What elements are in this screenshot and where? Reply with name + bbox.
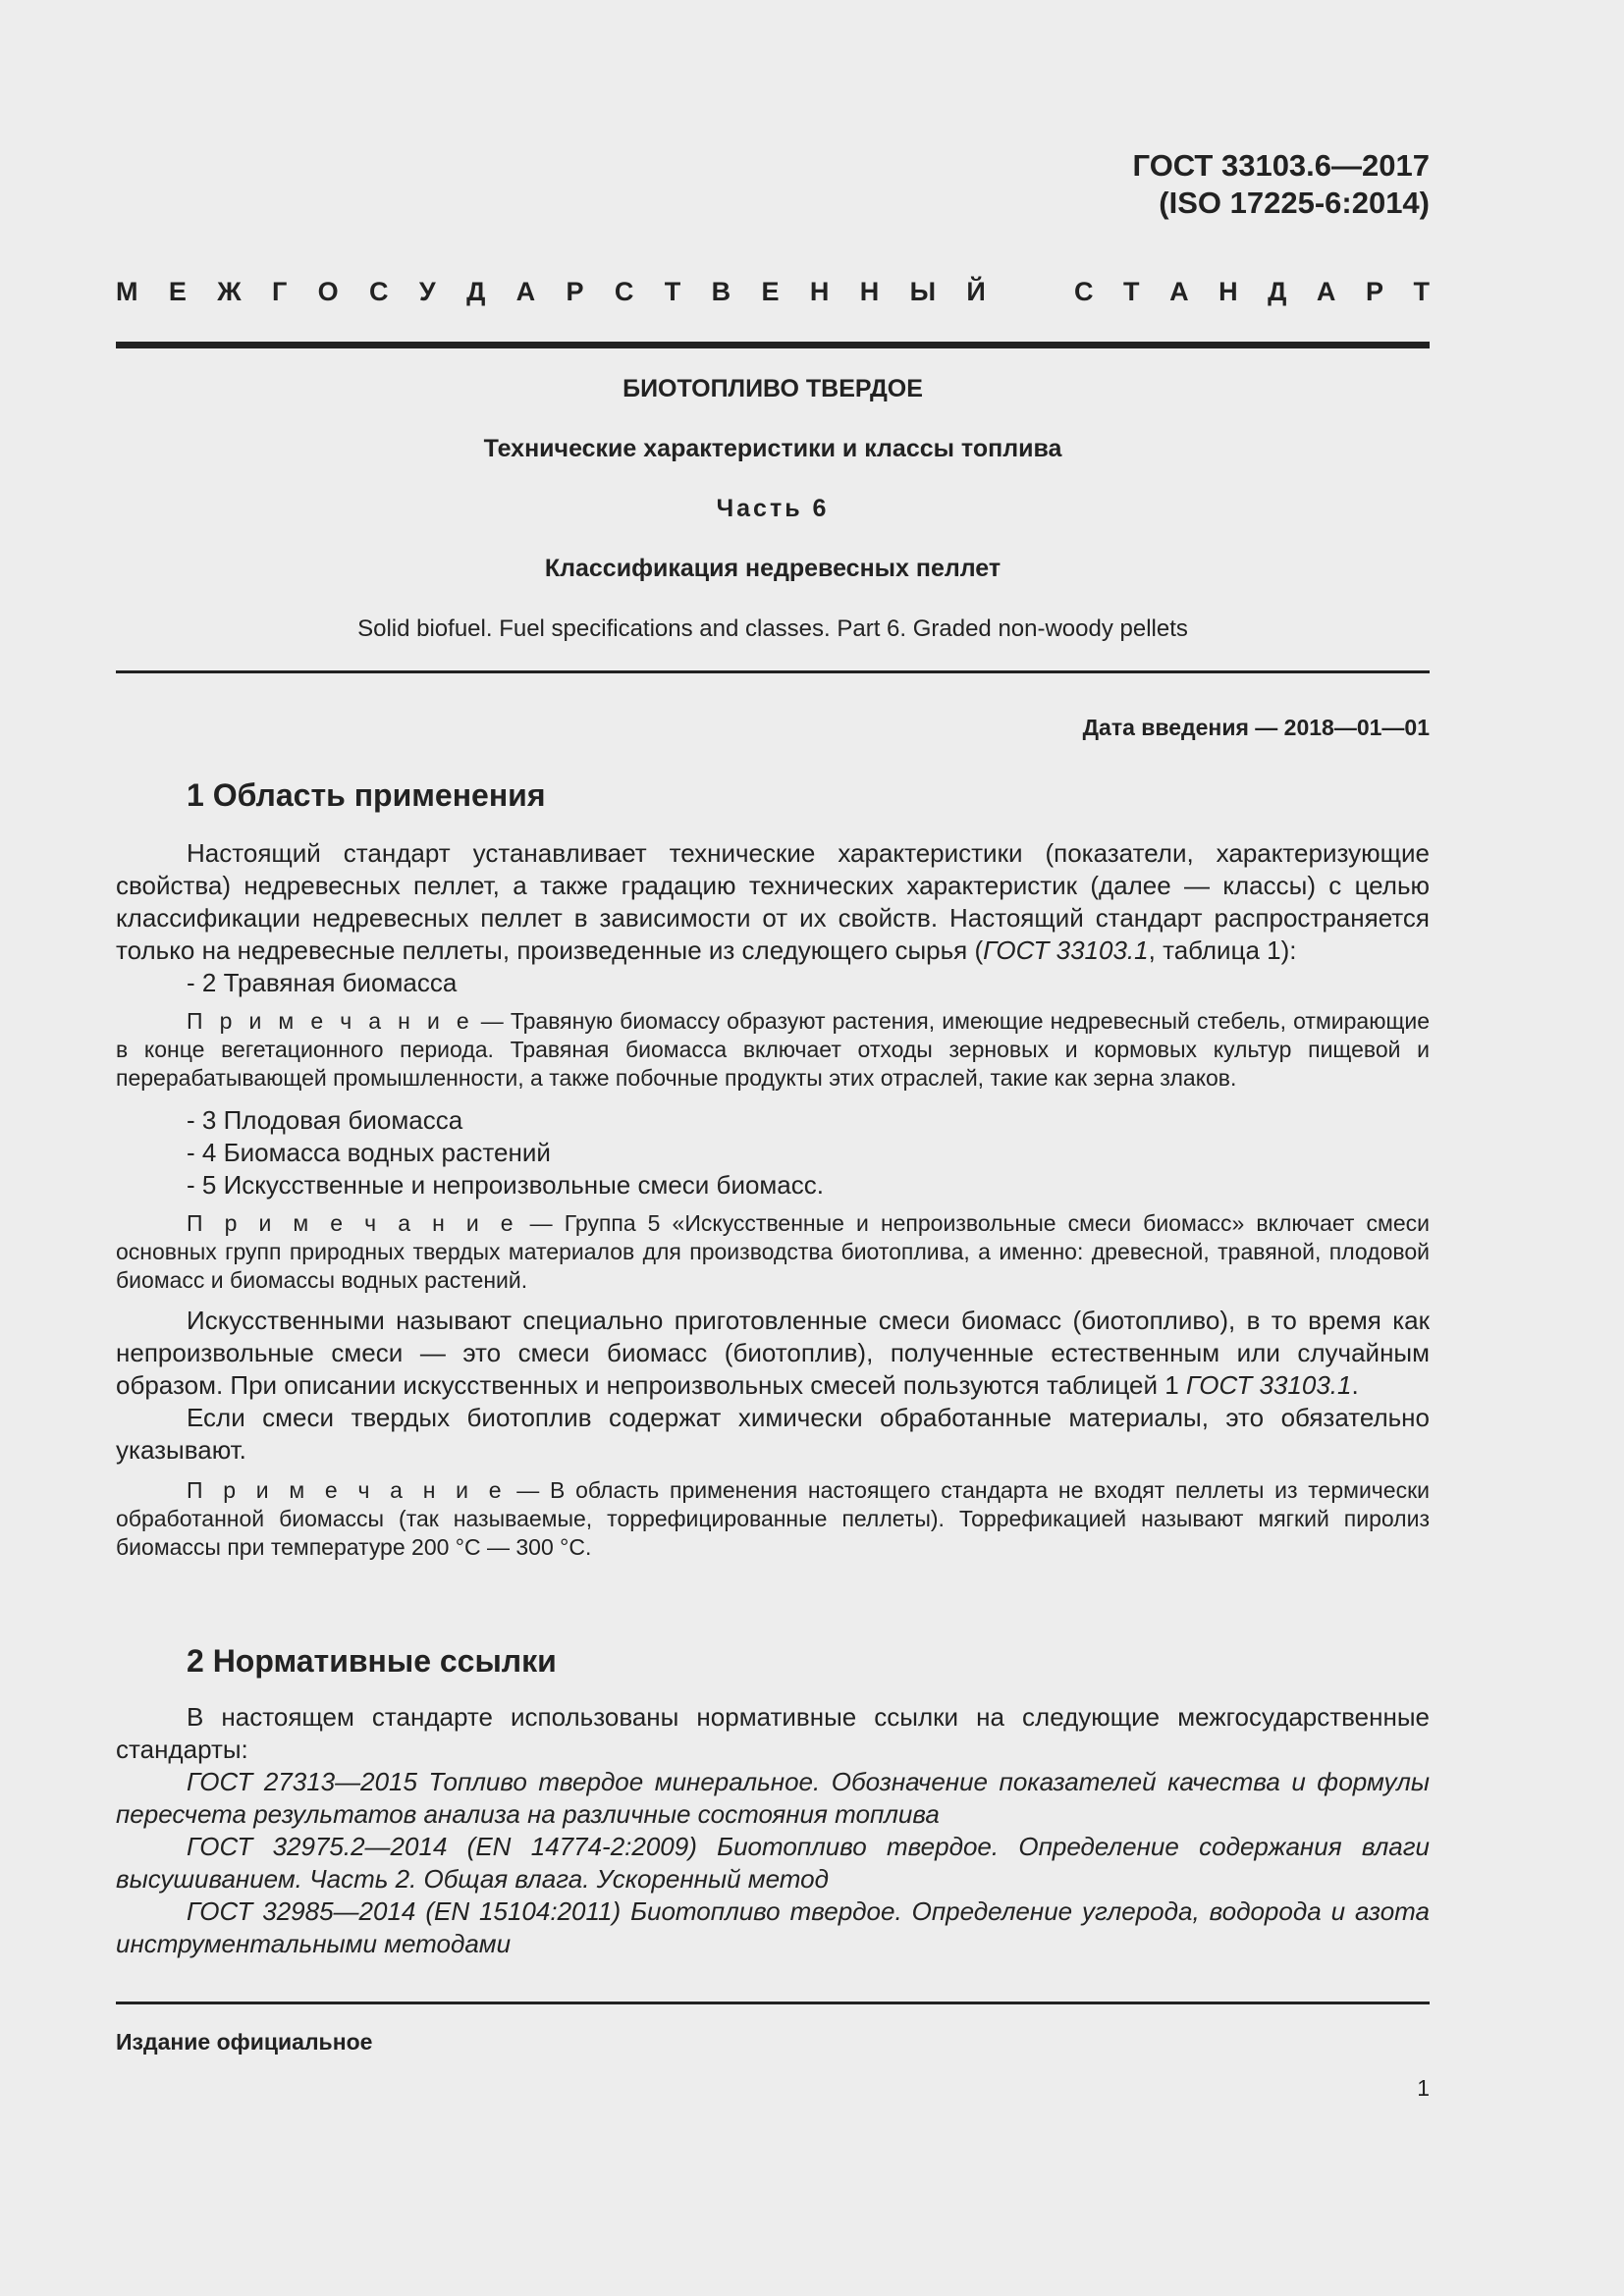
page-number: 1 xyxy=(1417,2075,1430,2101)
document-part: Часть 6 xyxy=(716,495,830,522)
list-item: - 4 Биомасса водных растений xyxy=(187,1138,551,1167)
section-2-paragraph-1: В настоящем стандарте использованы нормативные ссылки на следующие межгосударственные стандарты: xyxy=(116,1702,1430,1764)
section-2-body xyxy=(116,1701,1430,1960)
introduction-date: Дата введения — 2018—01—01 xyxy=(1082,715,1430,740)
section-2-heading: 2 Нормативные ссылки xyxy=(187,1643,557,1679)
iso-number: (ISO 17225-6:2014) xyxy=(1159,186,1430,220)
note-2: П р и м е ч а н и е — Группа 5 «Искусственные и непроизвольные смеси биомасс» включает смеси основных групп природных твердых материалов для производства биотоплива, а именно: древесной, травяной, плодовой биомасс и биомассы водных растений. xyxy=(116,1210,1430,1293)
section-1-heading: 1 Область применения xyxy=(187,777,546,813)
list-item: - 2 Травяная биомасса xyxy=(187,968,458,997)
header-divider xyxy=(116,342,1430,348)
document-part-title: Классификация недревесных пеллет xyxy=(544,555,1001,582)
note-1: П р и м е ч а н и е — Травяную биомассу образуют растения, имеющие недревесный стебель, отмирающие в конце вегетационного периода. Травяная биомасса включает отходы зерновых и кормовых культур пищевой и перерабатывающей промышленности, а также побочные продукты этих отраслей, такие как зерна злаков. xyxy=(116,1008,1431,1091)
section-1-body xyxy=(116,837,1430,1562)
edition-label: Издание официальное xyxy=(116,2029,373,2055)
title-divider xyxy=(116,670,1430,673)
note-3: П р и м е ч а н и е — В область применения настоящего стандарта не входят пеллеты из термически обработанной биомассы (так называемые, торрефицированные пеллеты). Торрефикацией называют мягкий пиролиз биомассы при температуре 200 °C — 300 °C. xyxy=(116,1477,1430,1560)
section-1-paragraph-3: Если смеси твердых биотоплив содержат химически обработанные материалы, это обязательно указывают. xyxy=(116,1403,1430,1465)
document-identifier xyxy=(1133,147,1430,222)
normative-reference: ГОСТ 32985—2014 (EN 15104:2011) Биотопливо твердое. Определение углерода, водорода и азота инструментальными методами xyxy=(116,1896,1430,1958)
list-item: - 3 Плодовая биомасса xyxy=(187,1105,463,1135)
section-1-paragraph-2: Искусственными называют специально приготовленные смеси биомасс (биотопливо), в то время как непроизвольные смеси — это смеси биомасс (биотоплив), полученные естественным или случайным образом. При описании искусственных и непроизвольных смесей пользуются таблицей 1 ГОСТ 33103.1. xyxy=(116,1306,1430,1400)
standard-type-word-interstate: М Е Ж Г О С У Д А Р С Т В Е Н Н Ы Й xyxy=(116,277,986,306)
list-item: - 5 Искусственные и непроизвольные смеси биомасс. xyxy=(187,1170,824,1200)
footer-divider xyxy=(116,2002,1430,2004)
reference-gost-33103-1: ГОСТ 33103.1 xyxy=(983,935,1149,965)
document-subtitle: Технические характеристики и классы топлива xyxy=(483,435,1062,462)
standard-type-banner xyxy=(116,277,1430,307)
section-1-paragraph-1: Настоящий стандарт устанавливает технические характеристики (показатели, характеризующие свойства) недревесных пеллет, а также градацию технических характеристик (далее — классы) с целью классификации недревесных пеллет в зависимости от их свойств. Настоящий стандарт распространяется только на недревесные пеллеты, произведенные из следующего сырья (ГОСТ 33103.1, таблица 1): xyxy=(116,838,1430,965)
normative-reference: ГОСТ 27313—2015 Топливо твердое минеральное. Обозначение показателей качества и формулы пересчета результатов анализа на различные состояния топлива xyxy=(116,1767,1430,1829)
reference-gost-33103-1: ГОСТ 33103.1 xyxy=(1185,1370,1352,1400)
gost-number: ГОСТ 33103.6—2017 xyxy=(1132,148,1430,183)
document-english-title: Solid biofuel. Fuel specifications and classes. Part 6. Graded non-woody pellets xyxy=(357,615,1188,642)
document-title: БИОТОПЛИВО ТВЕРДОЕ xyxy=(623,375,923,402)
normative-reference: ГОСТ 32975.2—2014 (EN 14774-2:2009) Биотопливо твердое. Определение содержания влаги высушиванием. Часть 2. Общая влага. Ускоренный метод xyxy=(116,1832,1430,1894)
standard-type-word-standard: С Т А Н Д А Р Т xyxy=(1074,277,1430,306)
